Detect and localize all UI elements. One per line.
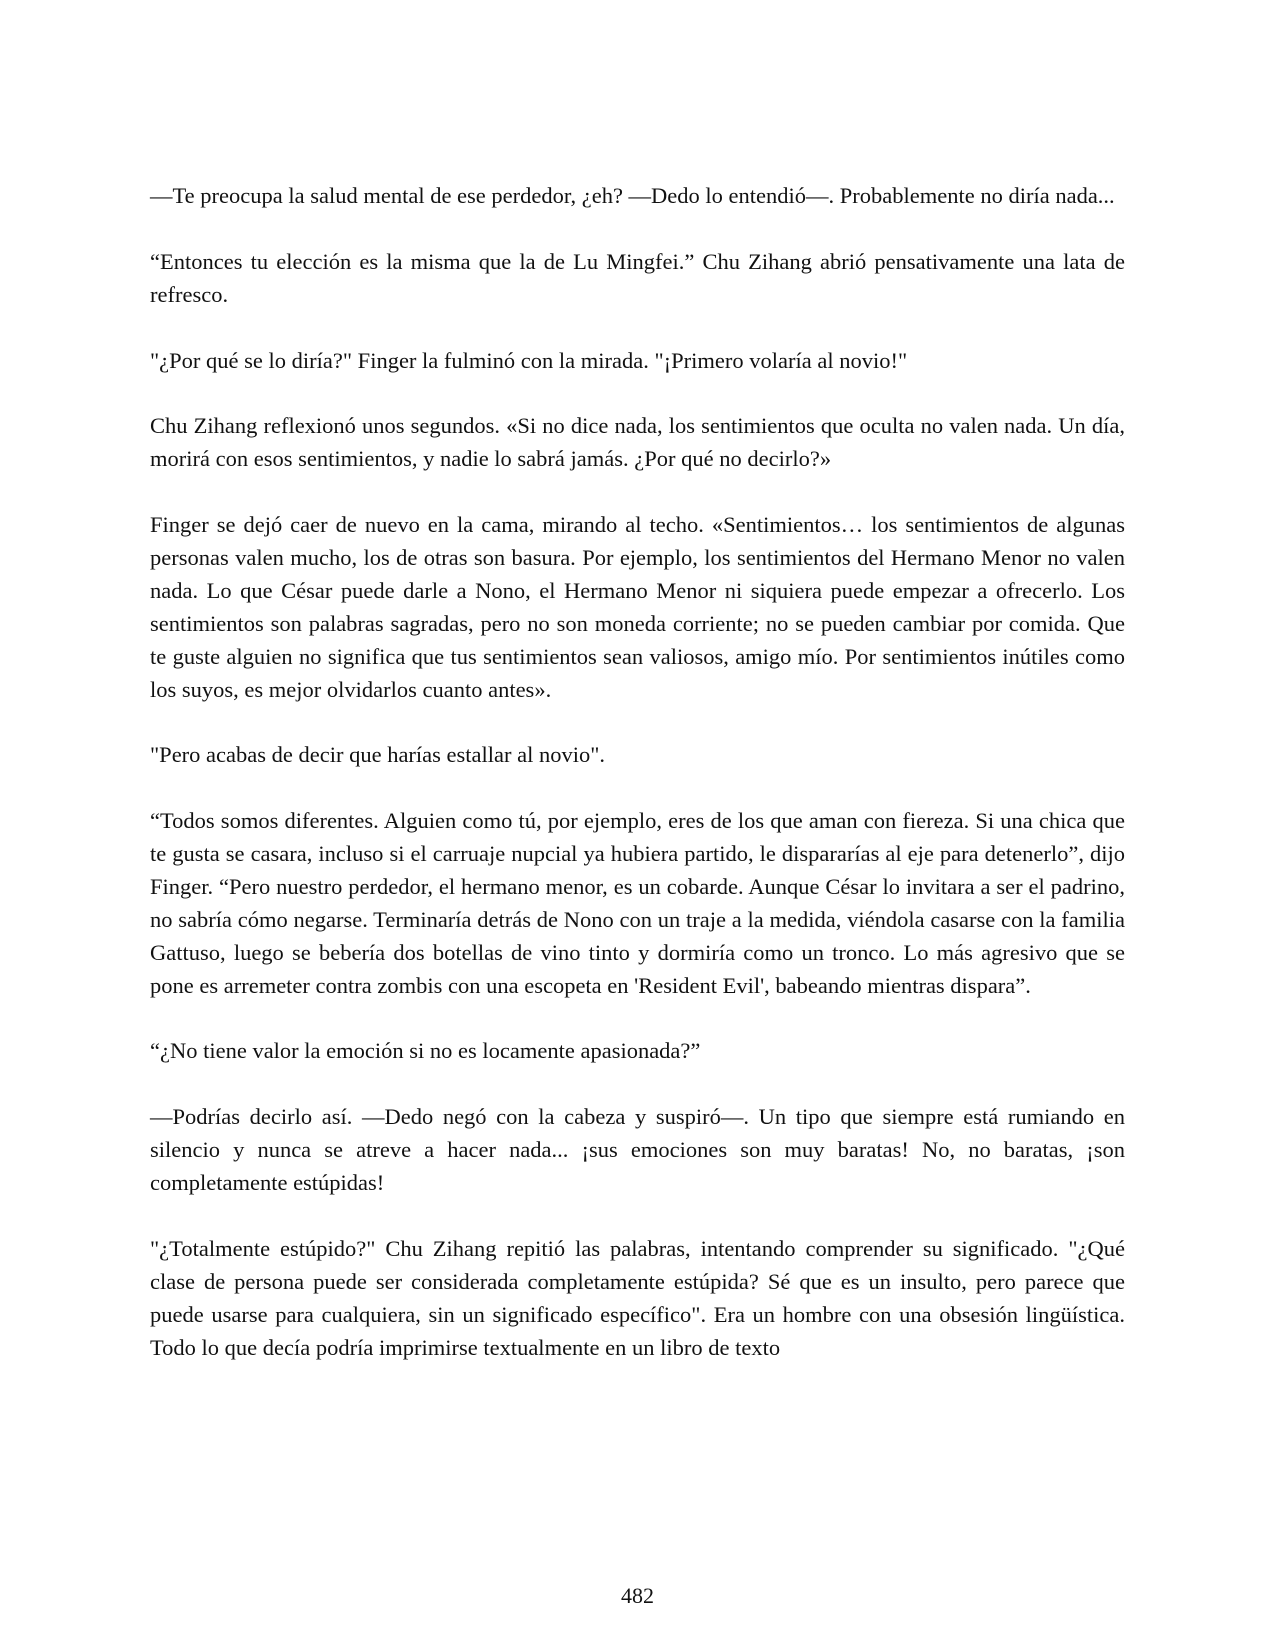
paragraph: Finger se dejó caer de nuevo en la cama, mirando al techo. «Sentimientos… los sentimientos de algunas personas valen mucho, los de otras son basura. Por ejemplo, los sentimientos del Hermano Menor no valen nada. Lo que César puede darle a Nono, el Hermano Menor ni siquiera puede empezar a ofrecerlo. Los sentimientos son palabras sagradas, pero no son moneda corriente; no se pueden cambiar por comida. Que te guste alguien no significa que tus sentimientos sean valiosos, amigo mío. Por sentimientos inútiles como los suyos, es mejor olvidarlos cuanto antes». (150, 512, 1125, 702)
paragraph: "Pero acabas de decir que harías estallar al novio". (150, 742, 606, 768)
paragraph: "¿Por qué se lo diría?" Finger la fulminó con la mirada. "¡Primero volaría al novio!" (150, 347, 908, 373)
paragraph: —Podrías decirlo así. —Dedo negó con la cabeza y suspiró—. Un tipo que siempre está rumiando en silencio y nunca se atreve a hacer nada... ¡sus emociones son muy baratas! No, no baratas, ¡son completamente estúpidas! (150, 1104, 1125, 1196)
paragraph: “Entonces tu elección es la misma que la de Lu Mingfei.” Chu Zihang abrió pensativamente una lata de refresco. (150, 248, 1125, 307)
page-body (150, 180, 1125, 1397)
page-number: 482 (621, 1583, 654, 1608)
paragraph: —Te preocupa la salud mental de ese perdedor, ¿eh? —Dedo lo entendió—. Probablemente no diría nada... (150, 183, 1115, 208)
paragraph: "¿Totalmente estúpido?" Chu Zihang repitió las palabras, intentando comprender su significado. "¿Qué clase de persona puede ser considerada completamente estúpida? Sé que es un insulto, pero parece que puede usarse para cualquiera, sin un significado específico". Era un hombre con una obsesión lingüística. Todo lo que decía podría imprimirse textualmente en un libro de texto (150, 1235, 1125, 1360)
paragraph: “¿No tiene valor la emoción si no es locamente apasionada?” (150, 1038, 701, 1064)
paragraph: Chu Zihang reflexionó unos segundos. «Si no dice nada, los sentimientos que oculta no valen nada. Un día, morirá con esos sentimientos, y nadie lo sabrá jamás. ¿Por qué no decirlo?» (150, 413, 1125, 472)
paragraph: “Todos somos diferentes. Alguien como tú, por ejemplo, eres de los que aman con fiereza. Si una chica que te gusta se casara, incluso si el carruaje nupcial ya hubiera partido, le dispararías al eje para detenerlo”, dijo Finger. “Pero nuestro perdedor, el hermano menor, es un cobarde. Aunque César lo invitara a ser el padrino, no sabría cómo negarse. Terminaría detrás de Nono con un traje a la medida, viéndola casarse con la familia Gattuso, luego se bebería dos botellas de vino tinto y dormiría como un tronco. Lo más agresivo que se pone es arremeter contra zombis con una escopeta en 'Resident Evil', babeando mientras dispara”. (150, 808, 1125, 998)
